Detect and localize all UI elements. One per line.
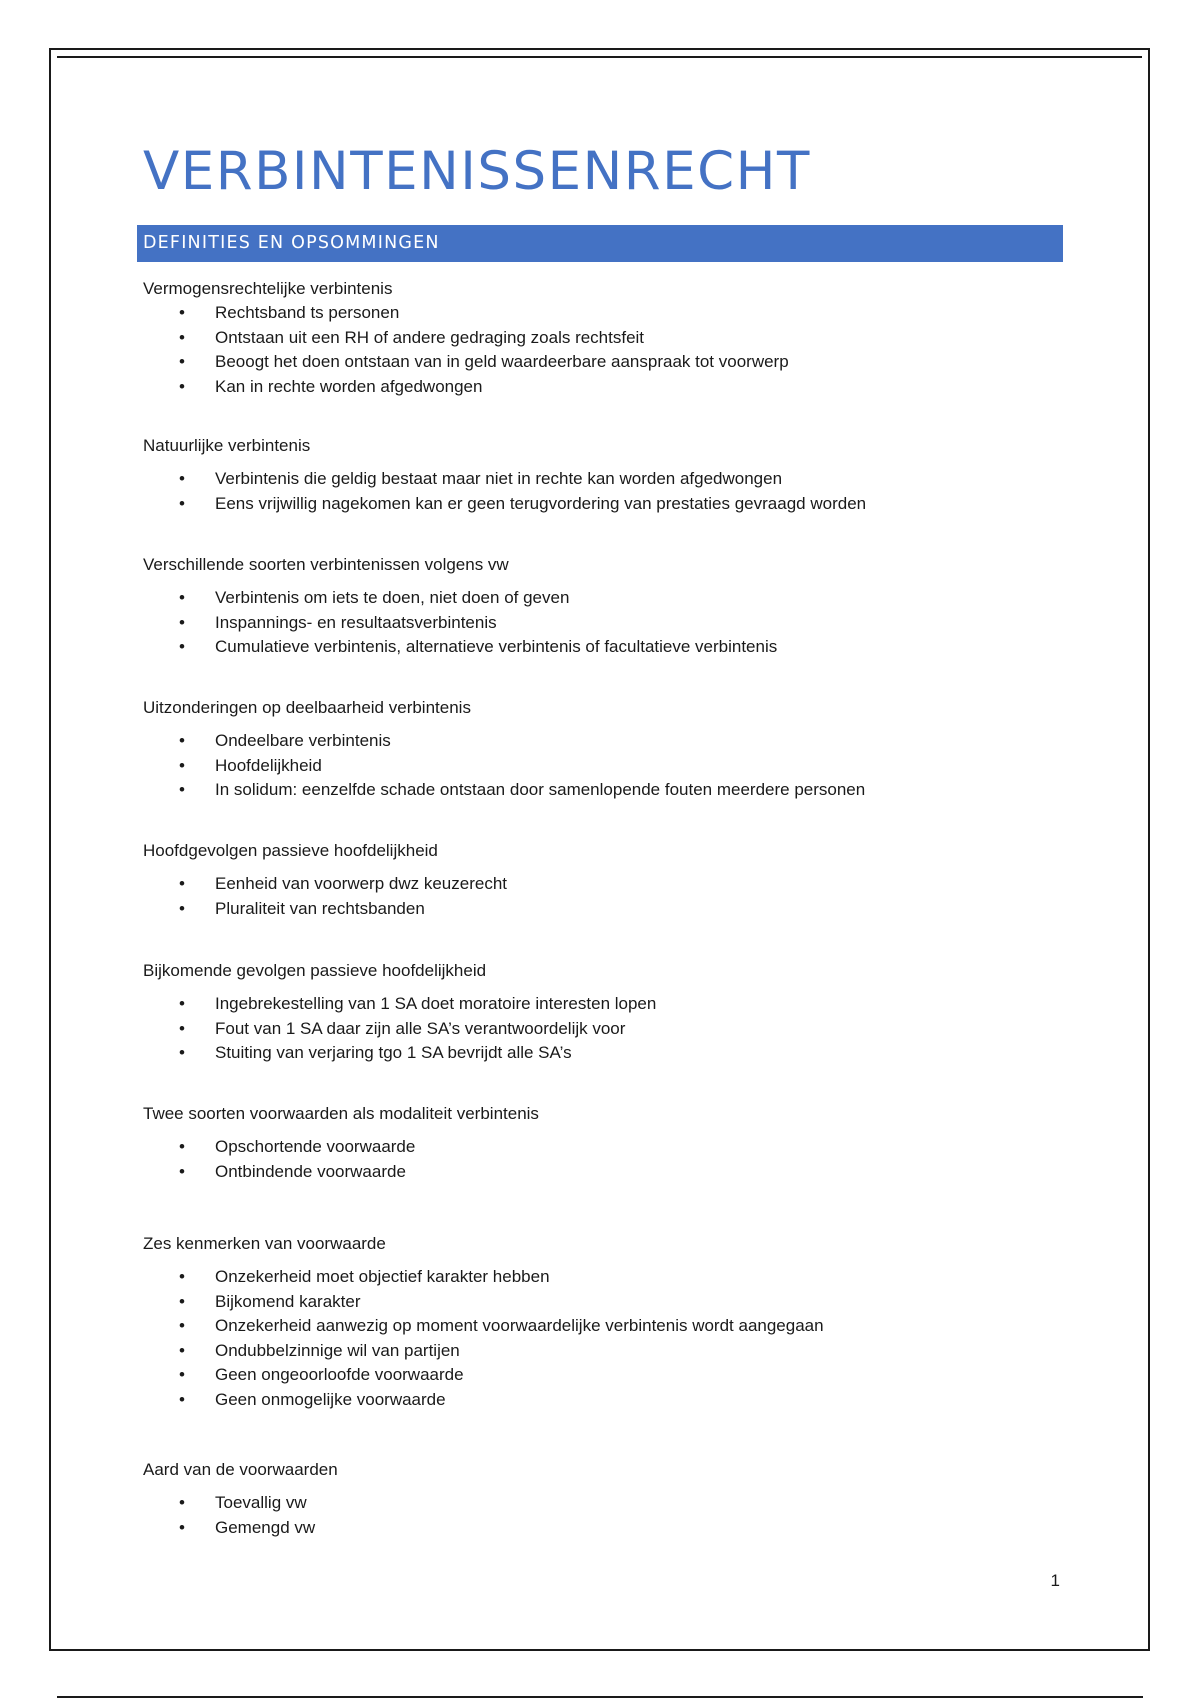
bullet-list: [143, 1265, 1063, 1412]
block-heading: Natuurlijke verbintenis: [143, 436, 311, 455]
definition-block: [143, 838, 1063, 921]
bullet-icon: •: [179, 731, 185, 750]
list-item-text: Fout van 1 SA daar zijn alle SA’s verantwoordelijk voor: [215, 1018, 626, 1038]
list-item-text: Pluraliteit van rechtsbanden: [215, 898, 425, 918]
list-item: [143, 872, 1063, 897]
bullet-list: [143, 1135, 1063, 1184]
list-item-text: Ontstaan uit een RH of andere gedraging zoals rechtsfeit: [215, 327, 645, 347]
list-item-text: Verbintenis om iets te doen, niet doen of geven: [215, 588, 570, 607]
bullet-list: [143, 992, 1063, 1066]
bullet-icon: •: [179, 376, 185, 396]
list-item: [143, 1363, 1063, 1388]
bullet-icon: •: [179, 755, 185, 775]
list-item: [143, 1491, 1063, 1516]
list-item: [143, 897, 1063, 922]
list-item: [143, 586, 1063, 611]
bullet-icon: •: [179, 469, 185, 488]
list-item-text: Onzekerheid aanwezig op moment voorwaardelijke verbintenis wordt aangegaan: [215, 1316, 824, 1335]
definition-block: [143, 1101, 1063, 1184]
bullet-list: [143, 729, 1063, 803]
definition-block: [143, 1231, 1063, 1412]
definition-block: [143, 695, 1063, 803]
list-item: [143, 1314, 1063, 1339]
bullet-icon: •: [179, 1291, 185, 1311]
list-item: [143, 350, 1063, 375]
bullet-list: [143, 1491, 1063, 1540]
bullet-list: [143, 301, 1063, 399]
list-item: [143, 992, 1063, 1017]
list-item-text: In solidum: eenzelfde schade ontstaan door samenlopende fouten meerdere personen: [215, 780, 866, 799]
list-item: [143, 1516, 1063, 1541]
bullet-icon: •: [179, 303, 185, 322]
block-heading: Zes kenmerken van voorwaarde: [143, 1234, 386, 1253]
list-item: [143, 326, 1063, 351]
bullet-icon: •: [179, 1517, 185, 1537]
list-item: [143, 754, 1063, 779]
definition-block: [143, 958, 1063, 1066]
bullet-icon: •: [179, 588, 185, 607]
block-heading: Verschillende soorten verbintenissen volgens vw: [143, 555, 509, 574]
list-item: [143, 729, 1063, 754]
list-item-text: Geen ongeoorloofde voorwaarde: [215, 1365, 464, 1384]
document-title: VERBINTENISSENRECHT: [143, 141, 811, 202]
list-item: [143, 1265, 1063, 1290]
list-item-text: Ingebrekestelling van 1 SA doet moratoire interesten lopen: [215, 994, 657, 1013]
list-item-text: Verbintenis die geldig bestaat maar niet in rechte kan worden afgedwongen: [215, 469, 783, 488]
list-item-text: Gemengd vw: [215, 1517, 316, 1537]
list-item: [143, 467, 1063, 492]
block-heading: Twee soorten voorwaarden als modaliteit verbintenis: [143, 1104, 539, 1123]
bullet-icon: •: [179, 637, 185, 656]
bullet-icon: •: [179, 327, 185, 347]
list-item-text: Bijkomend karakter: [215, 1291, 361, 1311]
list-item-text: Opschortende voorwaarde: [215, 1137, 416, 1156]
list-item: [143, 1135, 1063, 1160]
list-item-text: Beoogt het doen ontstaan van in geld waardeerbare aanspraak tot voorwerp: [215, 352, 789, 371]
bullet-list: [143, 467, 1063, 516]
definition-block: [143, 552, 1063, 660]
list-item: [143, 778, 1063, 803]
list-item-text: Inspannings- en resultaatsverbintenis: [215, 612, 497, 632]
block-heading: Aard van de voorwaarden: [143, 1460, 338, 1479]
definition-block: [143, 1457, 1063, 1540]
list-item-text: Ondubbelzinnige wil van partijen: [215, 1340, 460, 1360]
top-rule: [57, 56, 1142, 58]
bullet-list: [143, 872, 1063, 921]
section-header: DEFINITIES EN OPSOMMINGEN: [137, 225, 1063, 262]
list-item-text: Eenheid van voorwerp dwz keuzerecht: [215, 874, 507, 893]
bullet-icon: •: [179, 780, 185, 799]
list-item: [143, 1160, 1063, 1185]
block-heading: Vermogensrechtelijke verbintenis: [143, 279, 393, 298]
definition-block: [143, 433, 1063, 516]
list-item-text: Toevallig vw: [215, 1493, 307, 1512]
list-item: [143, 375, 1063, 400]
bullet-icon: •: [179, 1316, 185, 1335]
block-heading: Bijkomende gevolgen passieve hoofdelijkheid: [143, 961, 487, 980]
list-item-text: Hoofdelijkheid: [215, 755, 322, 775]
bullet-icon: •: [179, 1340, 185, 1360]
page-number: 1: [1050, 1571, 1060, 1590]
list-item-text: Cumulatieve verbintenis, alternatieve verbintenis of facultatieve verbintenis: [215, 637, 778, 656]
list-item: [143, 1388, 1063, 1413]
bullet-icon: •: [179, 352, 185, 371]
list-item-text: Eens vrijwillig nagekomen kan er geen terugvordering van prestaties gevraagd worden: [215, 493, 867, 513]
list-item-text: Onzekerheid moet objectief karakter hebben: [215, 1267, 550, 1286]
bullet-icon: •: [179, 612, 185, 632]
bullet-icon: •: [179, 994, 185, 1013]
list-item-text: Geen onmogelijke voorwaarde: [215, 1389, 446, 1409]
block-heading: Hoofdgevolgen passieve hoofdelijkheid: [143, 841, 438, 860]
bullet-list: [143, 586, 1063, 660]
list-item: [143, 1290, 1063, 1315]
block-heading: Uitzonderingen op deelbaarheid verbintenis: [143, 698, 471, 717]
list-item: [143, 611, 1063, 636]
bullet-icon: •: [179, 1493, 185, 1512]
bullet-icon: •: [179, 1267, 185, 1286]
bullet-icon: •: [179, 1018, 185, 1038]
list-item-text: Stuiting van verjaring tgo 1 SA bevrijdt alle SA’s: [215, 1043, 572, 1062]
bullet-icon: •: [179, 493, 185, 513]
bullet-icon: •: [179, 1043, 185, 1062]
list-item: [143, 635, 1063, 660]
bullet-icon: •: [179, 1161, 185, 1181]
list-item: [143, 301, 1063, 326]
list-item: [143, 1017, 1063, 1042]
list-item-text: Ontbindende voorwaarde: [215, 1161, 406, 1181]
list-item: [143, 492, 1063, 517]
list-item-text: Rechtsband ts personen: [215, 303, 400, 322]
bullet-icon: •: [179, 1389, 185, 1409]
bullet-icon: •: [179, 1137, 185, 1156]
list-item-text: Kan in rechte worden afgedwongen: [215, 376, 483, 396]
list-item: [143, 1041, 1063, 1066]
list-item-text: Ondeelbare verbintenis: [215, 731, 391, 750]
definition-block: [143, 276, 1063, 399]
bullet-icon: •: [179, 898, 185, 918]
bullet-icon: •: [179, 1365, 185, 1384]
next-page-top-rule: [57, 1696, 1143, 1698]
list-item: [143, 1339, 1063, 1364]
bullet-icon: •: [179, 874, 185, 893]
